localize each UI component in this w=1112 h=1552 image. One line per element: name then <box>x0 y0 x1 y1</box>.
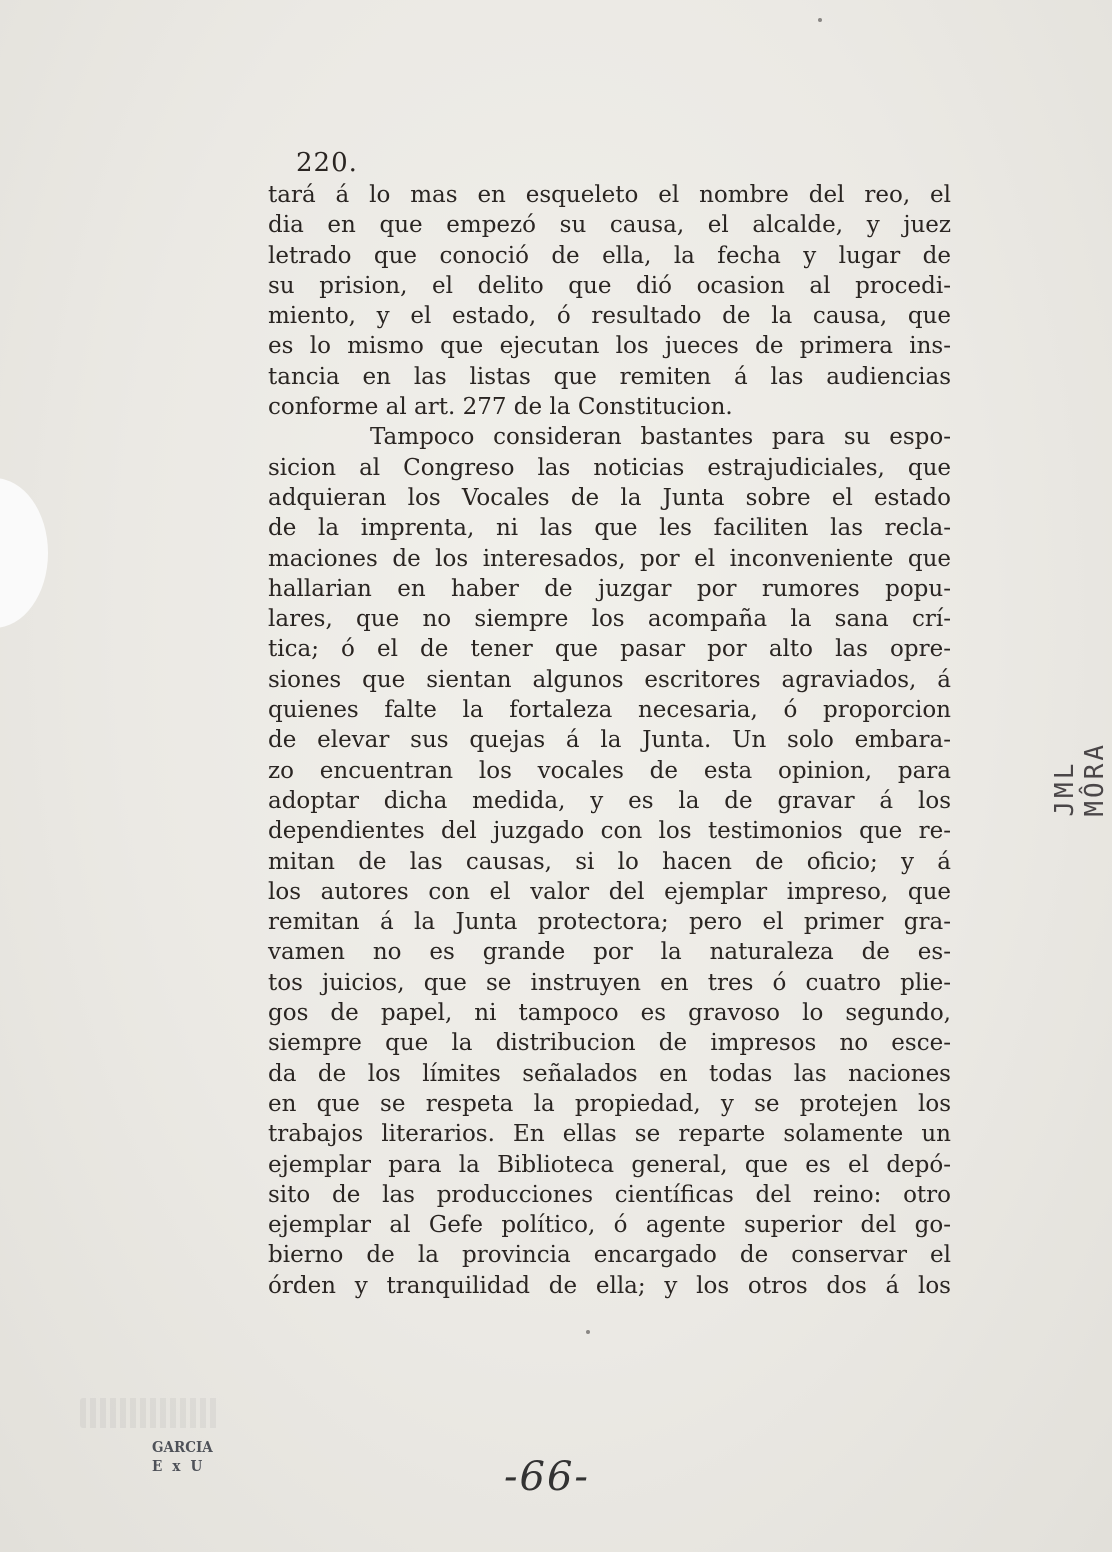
text-line: bierno de la provincia encargado de conservar el <box>268 1242 951 1269</box>
text-line: letrado que conoció de ella, la fecha y lugar de <box>268 242 951 269</box>
text-line: tos juicios, que se instruyen en tres ó cuatro plie- <box>268 969 951 996</box>
text-line: tica; ó el de tener que pasar por alto las opre- <box>268 636 951 663</box>
text-line: es lo mismo que ejecutan los jueces de primera ins- <box>268 333 951 360</box>
stamp-line-2: E x U <box>152 1457 206 1475</box>
text-line: los autores con el valor del ejemplar impreso, que <box>268 878 951 905</box>
handwritten-folio: -66- <box>504 1454 590 1500</box>
page-number: 220. <box>296 148 358 178</box>
body-text <box>268 180 951 1301</box>
text-line: adquieran los Vocales de la Junta sobre el estado <box>268 484 951 511</box>
library-stamp <box>152 1438 213 1476</box>
text-line: trabajos literarios. En ellas se reparte solamente un <box>268 1121 951 1148</box>
speck <box>586 1330 590 1334</box>
text-line: ejemplar para la Biblioteca general, que es el depó- <box>268 1151 951 1178</box>
text-line: adoptar dicha medida, y es la de gravar á los <box>268 787 951 814</box>
speck <box>818 18 822 22</box>
text-line: sito de las producciones científicas del reino: otro <box>268 1181 951 1208</box>
text-line: Tampoco consideran bastantes para su espo- <box>370 424 951 451</box>
text-line: dia en que empezó su causa, el alcalde, y juez <box>268 212 951 239</box>
text-line: conforme al art. 277 de la Constitucion. <box>268 394 733 421</box>
text-line: siones que sientan algunos escritores agraviados, á <box>268 666 951 693</box>
text-line: mitan de las causas, si lo hacen de oficio; y á <box>268 848 951 875</box>
text-line: órden y tranquilidad de ella; y los otros dos á los <box>268 1272 951 1299</box>
text-line: da de los límites señalados en todas las naciones <box>268 1060 951 1087</box>
torn-edge <box>0 478 48 628</box>
text-line: tancia en las listas que remiten á las audiencias <box>268 363 951 390</box>
text-line: quienes falte la fortaleza necesaria, ó proporcion <box>268 697 951 724</box>
text-line: en que se respeta la propiedad, y se protejen los <box>268 1090 951 1117</box>
text-line: ejemplar al Gefe político, ó agente superior del go- <box>268 1212 951 1239</box>
text-line: dependientes del juzgado con los testimonios que re- <box>268 818 951 845</box>
text-line: gos de papel, ni tampoco es gravoso lo segundo, <box>268 1000 951 1027</box>
text-line: remitan á la Junta protectora; pero el primer gra- <box>268 909 951 936</box>
text-line: de elevar sus quejas á la Junta. Un solo embara- <box>268 727 951 754</box>
text-line: su prision, el delito que dió ocasion al procedi- <box>268 272 951 299</box>
text-line: de la imprenta, ni las que les faciliten las recla- <box>268 515 951 542</box>
text-line: zo encuentran los vocales de esta opinion, para <box>268 757 951 784</box>
text-line: vamen no es grande por la naturaleza de es- <box>268 939 951 966</box>
faded-stamp <box>80 1398 220 1428</box>
side-marginal-mark: JML MÔRA <box>1050 741 1110 817</box>
text-line: siempre que la distribucion de impresos no esce- <box>268 1030 951 1057</box>
text-line: hallarian en haber de juzgar por rumores popu- <box>268 575 951 602</box>
text-line: tará á lo mas en esqueleto el nombre del reo, el <box>268 182 951 208</box>
text-line: maciones de los interesados, por el inconveniente que <box>268 545 951 572</box>
text-line: miento, y el estado, ó resultado de la causa, que <box>268 303 951 330</box>
text-line: lares, que no siempre los acompaña la sana crí- <box>268 606 951 633</box>
stamp-line-1: GARCIA <box>152 1438 213 1456</box>
text-line: sicion al Congreso las noticias estrajudiciales, que <box>268 454 951 481</box>
